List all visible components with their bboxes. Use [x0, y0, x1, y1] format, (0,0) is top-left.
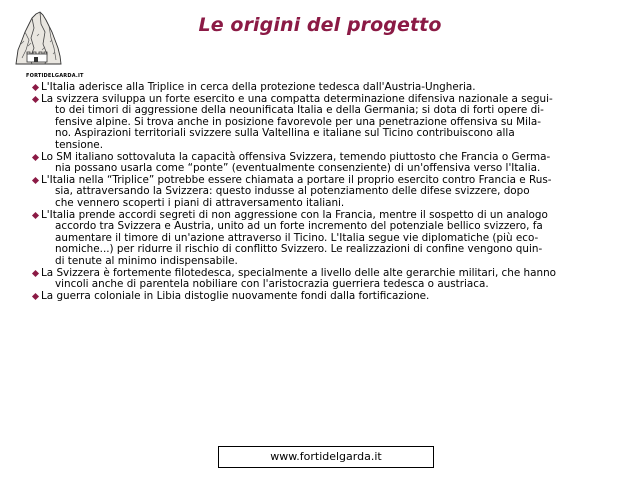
- bullet-text-line: no. Aspirazioni territoriali svizzere sulla Valtellina e italiane sul Ticino contribuiscono alla: [55, 127, 515, 140]
- bullet-item: [33, 152, 611, 175]
- bullet-text-line: aumentare il timore di un'azione attraverso il Ticino. L'Italia segue vie diplomatiche (più eco-: [55, 231, 539, 244]
- bullet-diamond-icon: [32, 293, 39, 300]
- bullet-text-line: nia possano usarla come “ponte” (eventualmente consenziente) di un'offensiva verso l'Italia.: [55, 162, 541, 175]
- page-title: Le origini del progetto: [198, 14, 442, 36]
- bullet-text-line: che vennero scoperti i piani di attraversamento italiani.: [55, 196, 345, 209]
- bullet-item: [33, 210, 611, 268]
- bullet-item: [33, 82, 611, 94]
- bullet-text-line: L'Italia aderisce alla Triplice in cerca della protezione tedesca dall'Austria-Ungheria.: [41, 81, 476, 93]
- bullet-text-line: La guerra coloniale in Libia distoglie nuovamente fondi dalla fortificazione.: [41, 289, 430, 302]
- bullet-diamond-icon: [32, 269, 39, 276]
- bullet-list: [33, 82, 611, 302]
- bullet-text-line: fensive alpine. Si trova anche in posizione favorevole per una penetrazione offensiva su Mila-: [55, 115, 542, 128]
- bullet-text-line: sia, attraversando la Svizzera: questo indusse al potenziamento delle difese svizzere, dopo: [55, 185, 530, 198]
- bullet-item: [33, 268, 611, 291]
- bullet-text-line: di tenute al minimo indispensabile.: [55, 254, 238, 267]
- bullet-text-line: La svizzera sviluppa un forte esercito e una compatta determinazione difensiva nazionale a segui-: [41, 92, 553, 105]
- bullet-diamond-icon: [32, 177, 39, 184]
- bullet-text-line: accordo tra Svizzera e Austria, unito ad un forte incremento del potenziale bellico svizzero, fa: [55, 220, 543, 233]
- bullet-diamond-icon: [32, 96, 39, 103]
- footer-link[interactable]: www.fortidelgarda.it: [218, 446, 434, 468]
- bullet-text-line: vincoli anche di parentela nobiliare con l'aristocrazia guerriera tedesca o austriaca.: [55, 278, 489, 291]
- bullet-text-line: L'Italia nella “Triplice” potrebbe essere chiamata a portare il proprio esercito contro Francia e Rus-: [41, 173, 552, 186]
- bullet-item: [33, 94, 611, 152]
- bullet-text-line: Lo SM italiano sottovaluta la capacità offensiva Svizzera, temendo piuttosto che Francia o Germa-: [41, 150, 551, 163]
- bullet-diamond-icon: [32, 154, 39, 161]
- bullet-text-line: L'Italia prende accordi segreti di non aggressione con la Francia, mentre il sospetto di un analogo: [41, 208, 548, 221]
- bullet-item: [33, 175, 611, 210]
- logo-caption: FORTIDELGARDA.IT: [26, 73, 84, 79]
- bullet-text-line: tensione.: [55, 138, 103, 151]
- bullet-text-line: La Svizzera è fortemente filotedesca, specialmente a livello delle alte gerarchie militari, che hanno: [41, 266, 557, 279]
- bullet-text-line: nomiche...) per ridurre il rischio di conflitto Svizzero. Le realizzazioni di confine vengono quin-: [55, 243, 543, 256]
- bullet-diamond-icon: [32, 84, 39, 91]
- bullet-diamond-icon: [32, 211, 39, 218]
- bullet-item: [33, 291, 611, 303]
- bullet-text-line: to dei timori di aggressione della neounificata Italia e della Germania; si dota di forti opere di-: [55, 104, 544, 117]
